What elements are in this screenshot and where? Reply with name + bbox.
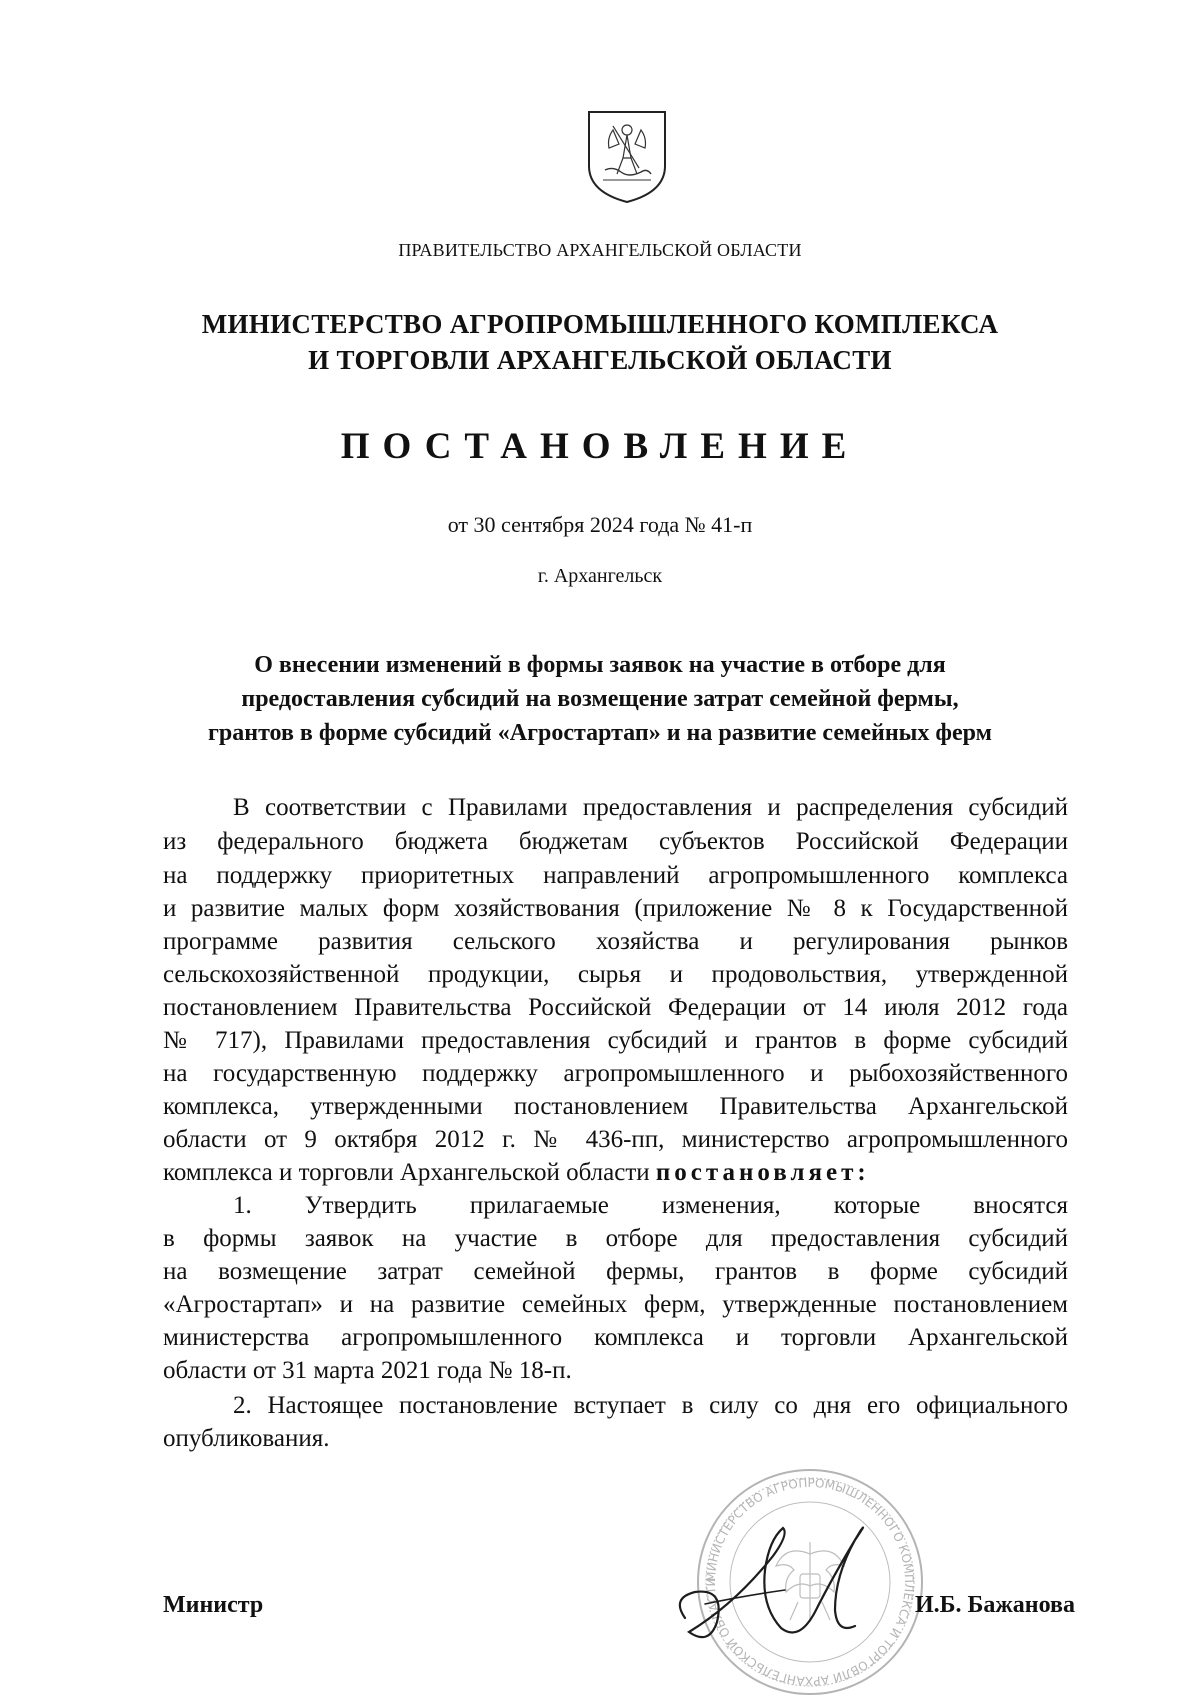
body-line: сельскохозяйственной продукции, сырья и продовольствия, утвержденной — [163, 961, 1068, 988]
body-line-last — [163, 1157, 1068, 1189]
body-line: 2. Настоящее постановление вступает в силу со дня его официального — [233, 1392, 1068, 1419]
seal-text: МИНИСТЕРСТВО АГРОПРОМЫШЛЕННОГО КОМПЛЕКСА И ТОРГОВЛИ АРХАНГЕЛЬСКОЙ ОБЛАСТИ — [703, 1475, 917, 1689]
signer-position: Министр — [163, 1592, 264, 1618]
body-line: из федерального бюджета бюджетам субъектов Российской Федерации — [163, 828, 1068, 855]
body-line: программе развития сельского хозяйства и регулирования рынков — [163, 928, 1068, 955]
document-title-line1: О внесении изменений в формы заявок на участие в отборе для — [254, 652, 946, 678]
body-line: «Агростартап» и на развитие семейных ферм, утвержденные постановлением — [163, 1291, 1068, 1318]
document-date-number: от 30 сентября 2024 года № 41-п — [447, 512, 753, 537]
body-line: 1. Утвердить прилагаемые изменения, которые вносятся — [233, 1192, 1068, 1219]
body-line: министерства агропромышленного комплекса и торговли Архангельской — [163, 1324, 1068, 1351]
government-name: ПРАВИТЕЛЬСТВО АРХАНГЕЛЬСКОЙ ОБЛАСТИ — [398, 240, 802, 260]
coat-of-arms-emblem — [583, 108, 671, 204]
document-title-line2: предоставления субсидий на возмещение затрат семейной фермы, — [241, 686, 959, 712]
body-line: и развитие малых форм хозяйствования (приложение № 8 к Государственной — [163, 895, 1068, 922]
body-line: постановлением Правительства Российской Федерации от 14 июля 2012 года — [163, 994, 1068, 1021]
signer-name: И.Б. Бажанова — [915, 1592, 1075, 1618]
resolves-word: постановляет: — [655, 1159, 870, 1186]
document-title-line3: грантов в форме субсидий «Агростартап» и на развитие семейных ферм — [208, 720, 992, 746]
body-line-last: опубликования. — [163, 1425, 330, 1452]
body-line: В соответствии с Правилами предоставления и распределения субсидий — [233, 794, 1068, 821]
handwritten-signature — [665, 1500, 925, 1660]
body-text: комплекса и торговли Архангельской области — [163, 1159, 656, 1186]
body-line: на государственную поддержку агропромышленного и рыбохозяйственного — [163, 1060, 1068, 1087]
body-line: № 717), Правилами предоставления субсидий и грантов в форме субсидий — [163, 1027, 1068, 1054]
ministry-name-line2: И ТОРГОВЛИ АРХАНГЕЛЬСКОЙ ОБЛАСТИ — [308, 345, 892, 375]
body-line: области от 9 октября 2012 г. № 436-пп, министерство агропромышленного — [163, 1126, 1068, 1153]
ministry-name-line1: МИНИСТЕРСТВО АГРОПРОМЫШЛЕННОГО КОМПЛЕКСА — [201, 309, 999, 339]
body-line: комплекса, утвержденными постановлением Правительства Архангельской — [163, 1093, 1068, 1120]
document-city: г. Архангельск — [537, 565, 663, 587]
body-line-last: области от 31 марта 2021 года № 18-п. — [163, 1357, 572, 1384]
body-line: на возмещение затрат семейной фермы, грантов в форме субсидий — [163, 1258, 1068, 1285]
body-line: в формы заявок на участие в отборе для предоставления субсидий — [163, 1225, 1068, 1252]
body-line: на поддержку приоритетных направлений агропромышленного комплекса — [163, 862, 1068, 889]
document-type: ПОСТАНОВЛЕНИЕ — [340, 426, 860, 467]
